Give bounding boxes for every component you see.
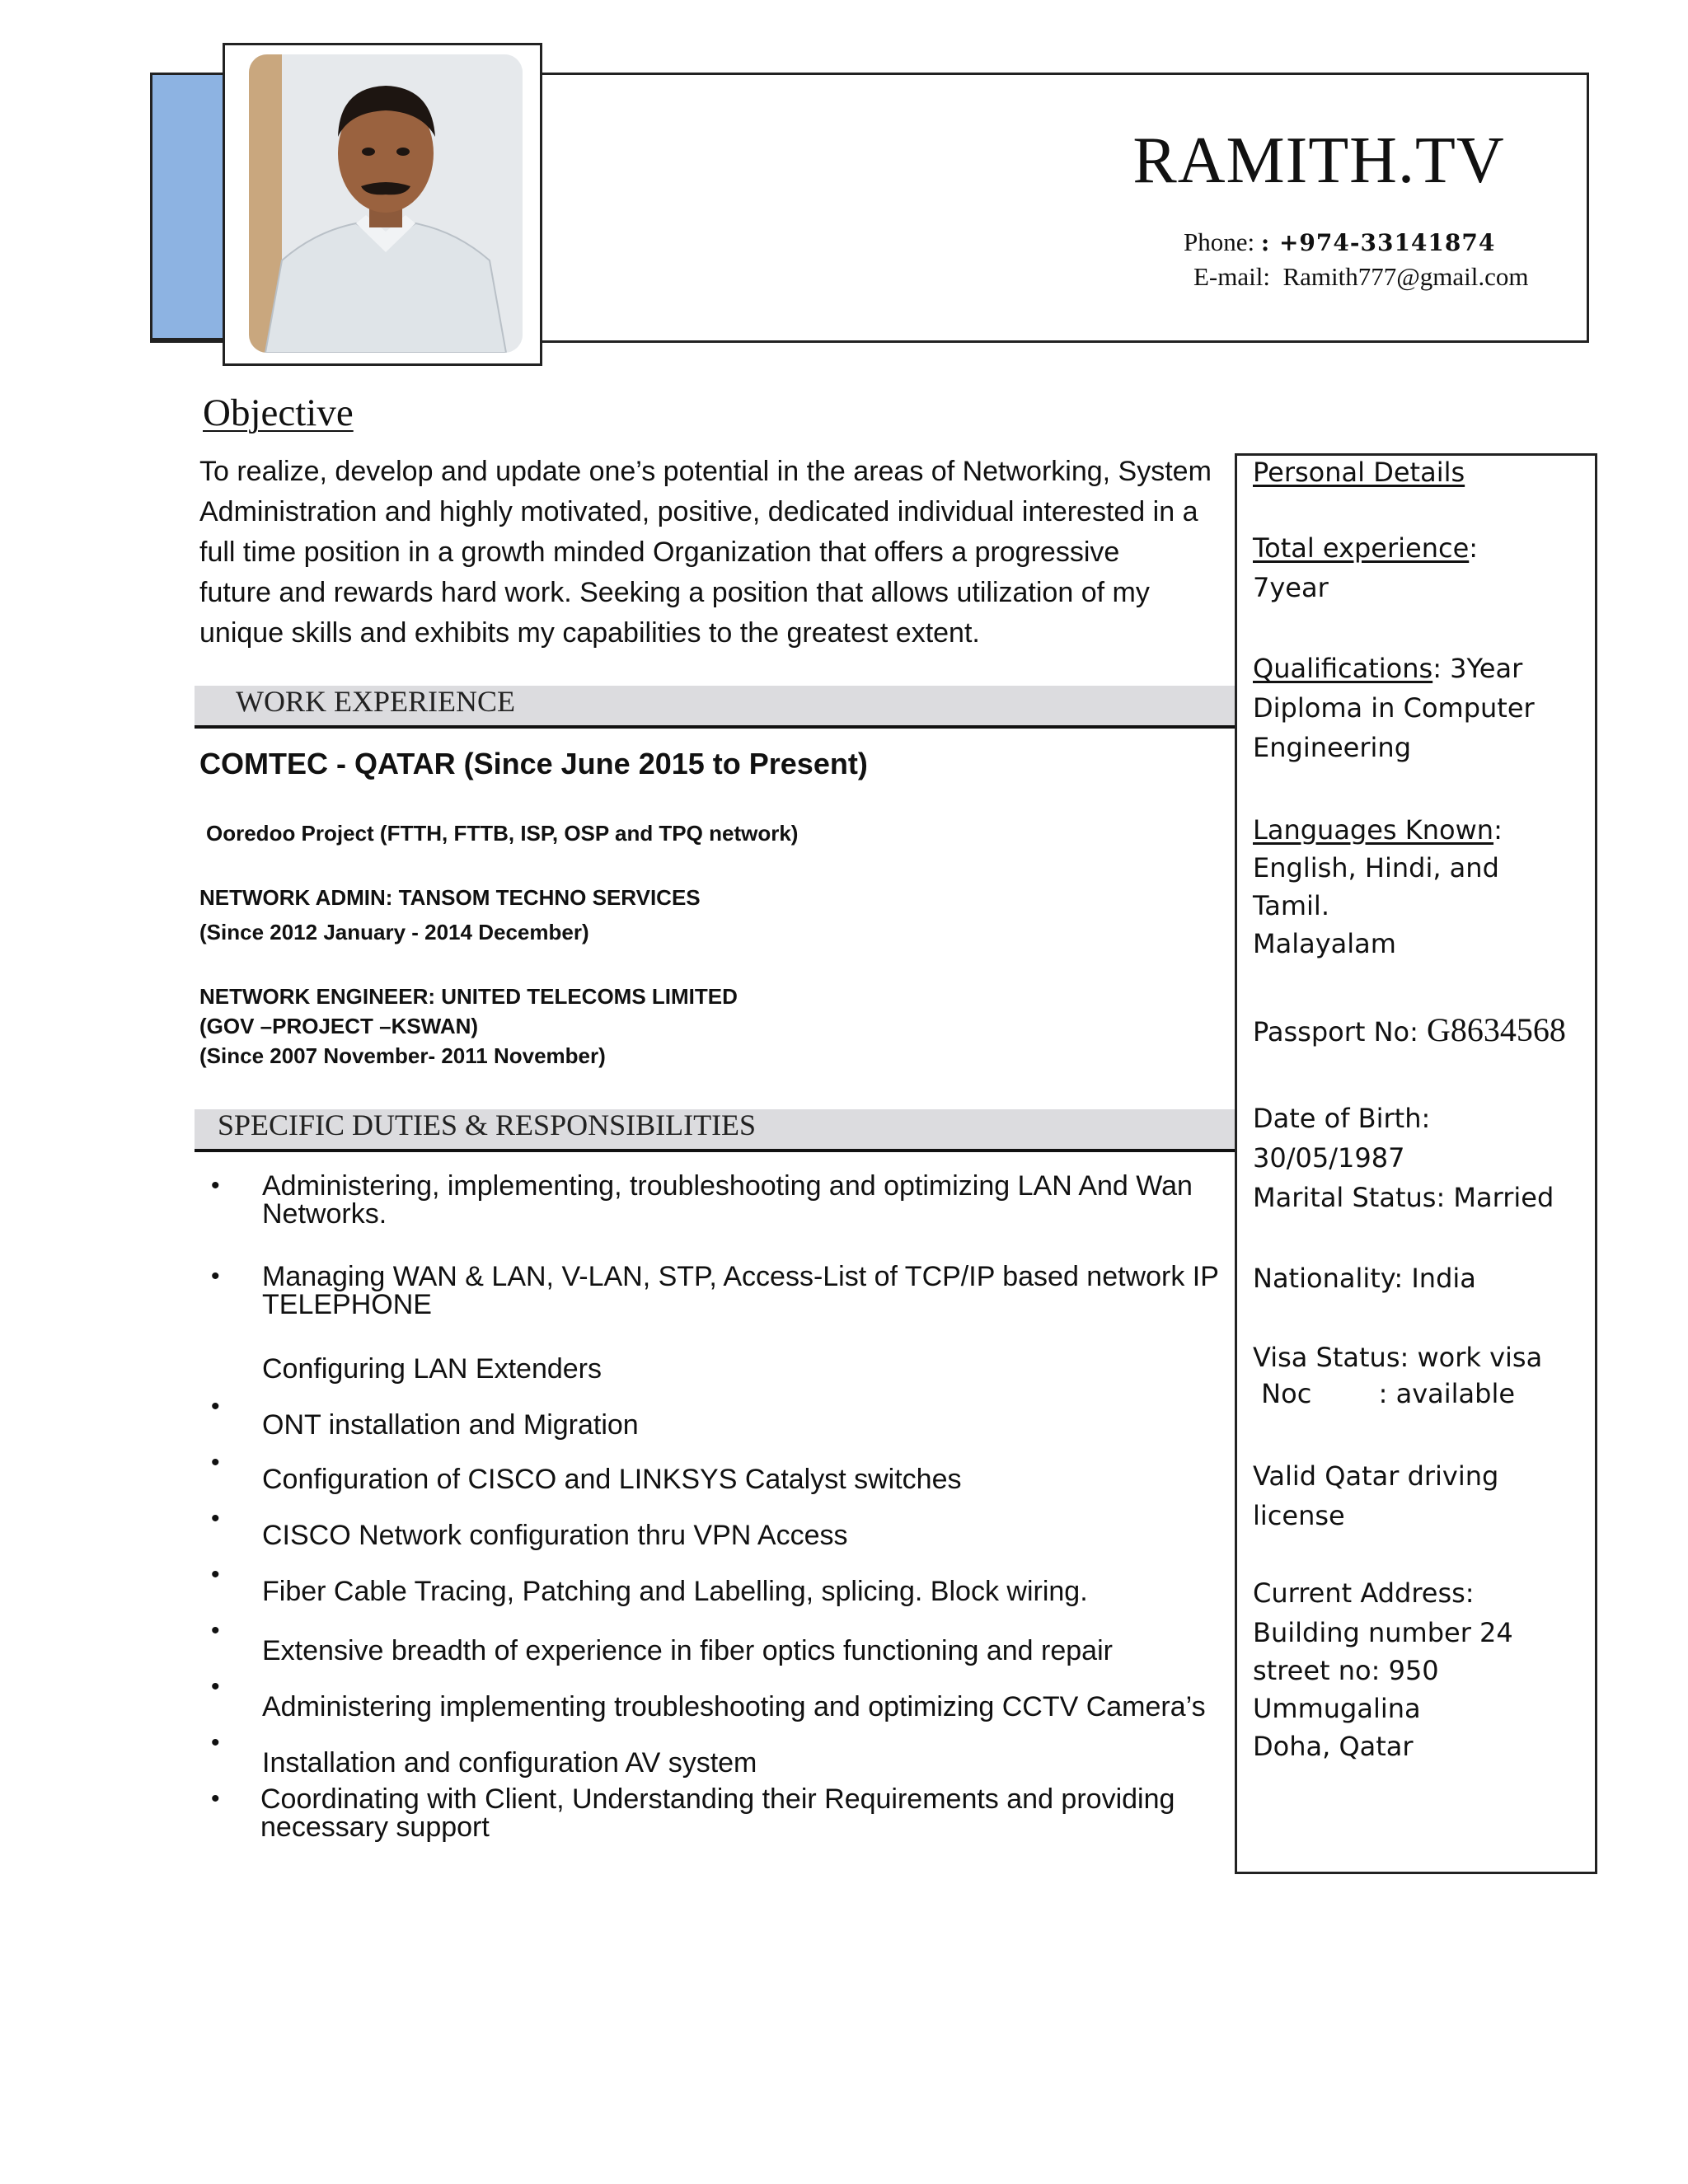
objective-heading: Objective	[203, 391, 354, 434]
duty-item: Administering, implementing, troubleshooting and optimizing LAN And Wan Networks.	[262, 1170, 1193, 1230]
noc-status: Noc : available	[1253, 1378, 1516, 1409]
current-job-title: COMTEC - QATAR (Since June 2015 to Present)	[199, 747, 868, 780]
bullet-icon: •	[211, 1393, 220, 1420]
phone-line	[1184, 227, 1495, 257]
email-line	[1193, 262, 1529, 292]
bullet-icon: •	[211, 1263, 220, 1290]
bullet-icon: •	[211, 1561, 220, 1588]
candidate-name: RAMITH.TV	[1132, 124, 1505, 197]
license-line: Valid Qatar driving	[1253, 1460, 1499, 1492]
phone-number: : +974-33141874	[1260, 229, 1496, 256]
address-line: Building number 24	[1253, 1617, 1513, 1648]
objective-line: To realize, develop and update one’s potential in the areas of Networking, System	[199, 456, 1212, 487]
person-portrait-icon	[249, 54, 523, 353]
qualifications-row	[1253, 649, 1522, 688]
duty-item: Installation and configuration AV system	[262, 1747, 757, 1779]
languages-line: English, Hindi, and	[1253, 852, 1499, 883]
objective-line: Administration and highly motivated, positive, dedicated individual interested in a	[199, 496, 1198, 527]
bullet-icon: •	[211, 1785, 220, 1812]
objective-line: unique skills and exhibits my capabilities to the greatest extent.	[199, 617, 980, 649]
bullet-icon: •	[211, 1673, 220, 1700]
passport-label: Passport No:	[1253, 1016, 1428, 1047]
email-label: E-mail:	[1193, 262, 1270, 291]
personal-details-heading: Personal Details	[1253, 457, 1465, 488]
objective-text	[199, 452, 1221, 654]
duty-item: Configuration of CISCO and LINKSYS Catalyst switches	[262, 1464, 962, 1495]
email-address: Ramith777@gmail.com	[1282, 262, 1529, 291]
duty-item: Configuring LAN Extenders	[262, 1353, 603, 1385]
bullet-icon: •	[211, 1617, 220, 1644]
qualifications-line: Diploma in Computer	[1253, 692, 1535, 724]
passport-row	[1253, 1010, 1566, 1052]
duty-item: CISCO Network configuration thru VPN Access	[262, 1520, 848, 1551]
objective-line: full time position in a growth minded Organization that offers a progressive	[199, 537, 1120, 568]
objective-line: future and rewards hard work. Seeking a position that allows utilization of my	[199, 577, 1150, 608]
experience-row: Total experience:	[1253, 532, 1479, 564]
qualifications-label: Qualifications	[1253, 653, 1433, 684]
experience-label: Total experience	[1253, 532, 1470, 564]
duty-item: Managing WAN & LAN, V-LAN, STP, Access-List of TCP/IP based network IP TELEPHONE	[262, 1261, 1219, 1320]
passport-number: G8634568	[1427, 1011, 1566, 1048]
duty-item: ONT installation and Migration	[262, 1409, 639, 1441]
job2-title: NETWORK ADMIN: TANSOM TECHNO SERVICES	[199, 885, 701, 910]
address-label: Current Address:	[1253, 1577, 1475, 1609]
work-experience-heading: WORK EXPERIENCE	[236, 685, 515, 718]
languages-row: Languages Known:	[1253, 814, 1503, 846]
qualifications-value: : 3Year	[1432, 653, 1523, 684]
languages-label: Languages Known	[1253, 814, 1494, 846]
address-line: Doha, Qatar	[1253, 1731, 1414, 1762]
job3-period: (Since 2007 November- 2011 November)	[199, 1043, 606, 1068]
phone-label: Phone:	[1184, 227, 1261, 256]
marital-status: Marital Status: Married	[1253, 1182, 1554, 1213]
duty-item: Extensive breadth of experience in fiber optics functioning and repair	[262, 1635, 1113, 1666]
license-line: license	[1253, 1500, 1345, 1531]
bullet-icon: •	[211, 1172, 220, 1199]
job3-project: (GOV –PROJECT –KSWAN)	[199, 1014, 479, 1038]
experience-value: 7year	[1253, 572, 1329, 603]
bullet-icon: •	[211, 1449, 220, 1476]
visa-status: Visa Status: work visa	[1253, 1342, 1543, 1373]
duty-item: Coordinating with Client, Understanding their Requirements and providing necessary support	[260, 1783, 1175, 1843]
languages-line: Tamil.	[1253, 890, 1329, 921]
qualifications-line: Engineering	[1253, 732, 1411, 763]
address-line: street no: 950	[1253, 1655, 1439, 1686]
duty-item: Fiber Cable Tracing, Patching and Labelling, splicing. Block wiring.	[262, 1576, 1088, 1607]
duty-item: Administering implementing troubleshooting and optimizing CCTV Camera’s	[262, 1691, 1206, 1722]
duties-heading: SPECIFIC DUTIES & RESPONSIBILITIES	[218, 1108, 757, 1141]
dob-label: Date of Birth:	[1253, 1103, 1431, 1134]
languages-line: Malayalam	[1253, 928, 1396, 959]
address-line: Ummugalina	[1253, 1693, 1421, 1724]
current-project: Ooredoo Project (FTTH, FTTB, ISP, OSP and TPQ network)	[206, 821, 799, 846]
bullet-icon: •	[211, 1729, 220, 1756]
job2-period: (Since 2012 January - 2014 December)	[199, 920, 589, 944]
job3-title: NETWORK ENGINEER: UNITED TELECOMS LIMITED	[199, 984, 738, 1009]
dob-value: 30/05/1987	[1253, 1142, 1405, 1174]
profile-photo	[249, 54, 523, 353]
bullet-icon: •	[211, 1505, 220, 1532]
nationality: Nationality: India	[1253, 1263, 1476, 1294]
